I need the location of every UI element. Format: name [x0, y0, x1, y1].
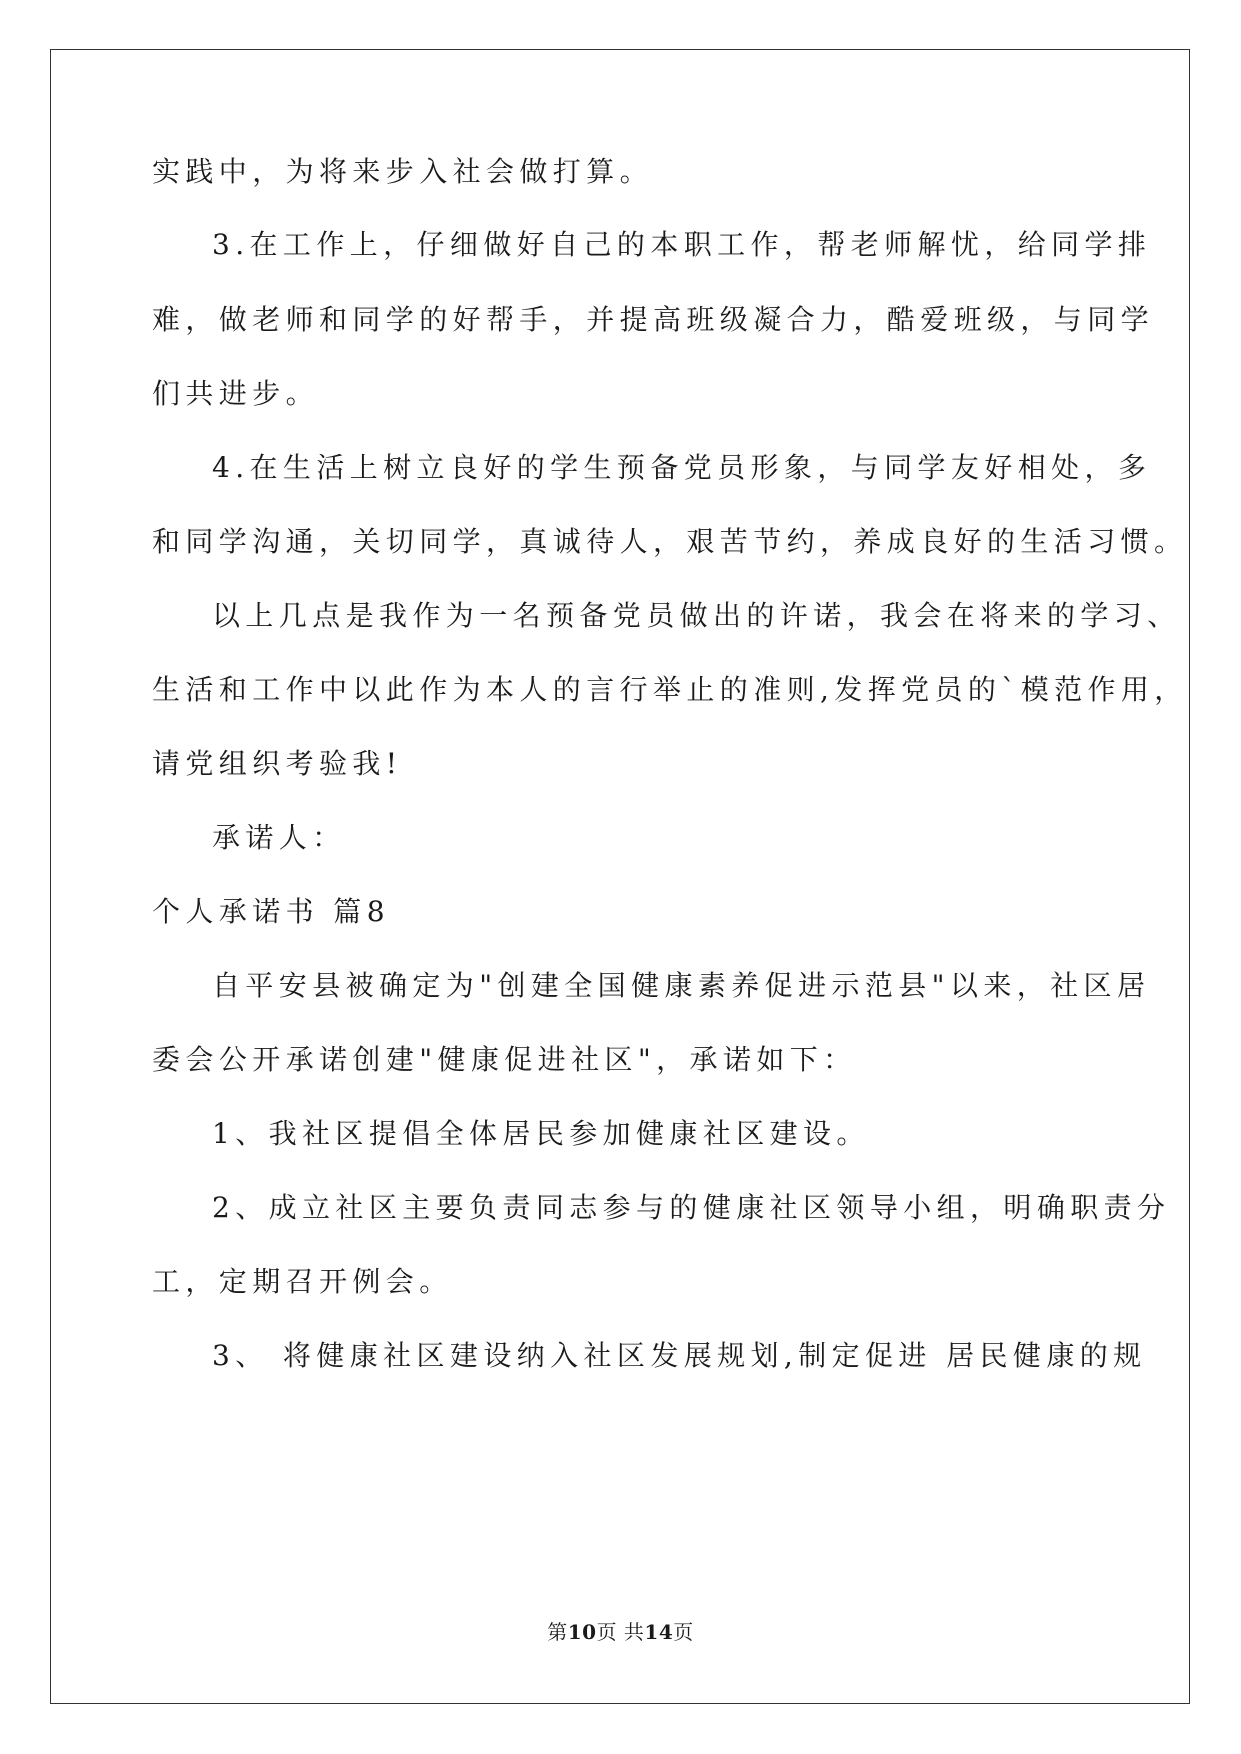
text-line-9: 请党组织考验我! [152, 747, 403, 780]
text-line-16: 工，定期召开例会。 [152, 1265, 453, 1298]
signature-label: 承诺人： [212, 821, 346, 854]
page-footer [0, 1619, 1241, 1645]
text-line-17: 3、 将健康社区建设纳入社区发展规划,制定促进 居民健康的规 [212, 1339, 1147, 1372]
text-line-15: 2、成立社区主要负责同志参与的健康社区领导小组，明确职责分 [212, 1191, 1171, 1224]
footer-suffix: 页 [673, 1620, 694, 1644]
footer-prefix: 第 [547, 1620, 568, 1644]
text-line-7: 以上几点是我作为一名预备党员做出的许诺，我会在将来的学习、 [212, 599, 1181, 632]
text-line-4: 们共进步。 [152, 377, 320, 410]
text-line-2: 3.在工作上，仔细做好自己的本职工作，帮老师解忧，给同学排 [212, 228, 1152, 261]
text-line-13: 委会公开承诺创建"健康促进社区"，承诺如下： [152, 1043, 857, 1076]
text-line-6: 和同学沟通，关切同学，真诚待人，艰苦节约，养成良好的生活习惯。 [152, 525, 1188, 558]
text-line-5: 4.在生活上树立良好的学生预备党员形象，与同学友好相处，多 [212, 451, 1152, 484]
section-heading: 个人承诺书 篇8 [152, 895, 390, 928]
footer-middle: 页 共 [596, 1620, 645, 1644]
footer-total-pages: 14 [644, 1620, 674, 1644]
text-line-14: 1、我社区提倡全体居民参加健康社区建设。 [212, 1117, 870, 1150]
text-line-1: 实践中，为将来步入社会做打算。 [152, 155, 654, 188]
text-line-8: 生活和工作中以此作为本人的言行举止的准则,发挥党员的`模范作用， [152, 673, 1188, 706]
page-border [50, 49, 1190, 1704]
text-line-3: 难，做老师和同学的好帮手，并提高班级凝合力，酷爱班级，与同学 [152, 303, 1155, 336]
footer-current-page: 10 [567, 1620, 597, 1644]
text-line-12: 自平安县被确定为"创建全国健康素养促进示范县"以来，社区居 [212, 969, 1151, 1002]
